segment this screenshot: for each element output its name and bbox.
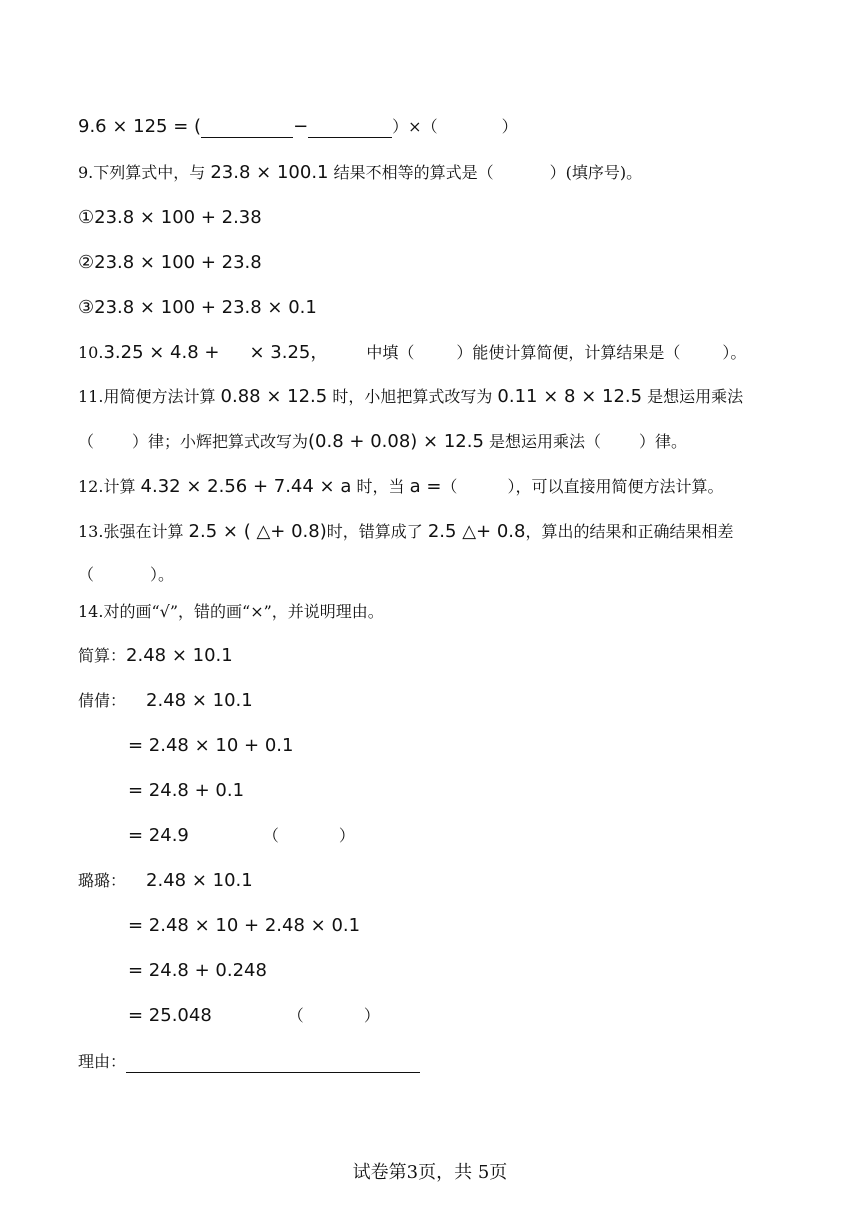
math-expression: 0.88 × 12.5 bbox=[220, 386, 328, 407]
math-expression: 0.11 × 8 × 12.5 bbox=[497, 386, 643, 407]
qianqian-step-2: = 24.8 + 0.1 bbox=[128, 780, 245, 801]
question-13-cont bbox=[78, 558, 820, 592]
paren-open: （ bbox=[78, 432, 95, 451]
blank-line bbox=[201, 117, 293, 138]
question-text: 时，当 bbox=[351, 477, 410, 496]
lulu-step-3 bbox=[128, 999, 820, 1033]
math-expression: 4.32 × 2.56 + 7.44 × a bbox=[140, 476, 352, 497]
question-text: 时，小旭把算式改写为 bbox=[327, 387, 498, 406]
option-3: ③23.8 × 100 + 23.8 × 0.1 bbox=[78, 297, 317, 318]
math-expression: 23.8 × 100.1 bbox=[210, 162, 329, 183]
paren-text: ）×（ bbox=[392, 117, 438, 136]
question-9 bbox=[78, 156, 820, 190]
option-1: ①23.8 × 100 + 2.38 bbox=[78, 207, 262, 228]
question-text: ）。 bbox=[150, 565, 175, 584]
math-expression: a = bbox=[409, 476, 442, 497]
question-text: ）律；小辉把算式改写为 bbox=[132, 432, 309, 451]
question-text: ）能使计算简便，计算结果是（ bbox=[456, 343, 681, 362]
question-number: 14. bbox=[78, 602, 104, 621]
paren-close: ） bbox=[501, 117, 518, 136]
question-number: 13. bbox=[78, 522, 104, 541]
question-text: 下列算式中，与 bbox=[93, 163, 211, 182]
paren-open: （ bbox=[78, 565, 95, 584]
question-text: 结果不相等的算式是（ bbox=[328, 163, 494, 182]
question-12 bbox=[78, 470, 820, 504]
question-10 bbox=[78, 336, 820, 370]
math-expression: = 24.9 bbox=[128, 825, 189, 846]
math-expression: 9.6 × 125 = ( bbox=[78, 116, 202, 137]
question-number: 10. bbox=[78, 343, 104, 362]
reason-label: 理由： bbox=[78, 1052, 127, 1071]
question-text: ，算出的结果和正确结果相差 bbox=[525, 522, 734, 541]
fill-line-8 bbox=[78, 110, 820, 144]
math-expression: × 3.25， bbox=[249, 342, 329, 363]
option-2: ②23.8 × 100 + 23.8 bbox=[78, 252, 262, 273]
question-number: 11. bbox=[78, 387, 104, 406]
page-footer: 试卷第3页，共 5页 bbox=[352, 1162, 508, 1183]
label: 简算： bbox=[78, 646, 127, 665]
qianqian-step-3 bbox=[128, 819, 820, 853]
lulu-line-0 bbox=[78, 864, 820, 898]
question-14 bbox=[78, 595, 820, 629]
question-13 bbox=[78, 515, 820, 549]
math-expression: 2.48 × 10.1 bbox=[126, 645, 233, 666]
question-text: ）。 bbox=[722, 343, 747, 362]
question-11 bbox=[78, 380, 820, 414]
question-text: 是想运用乘法 bbox=[642, 387, 744, 406]
question-text: 是想运用乘法（ bbox=[483, 432, 602, 451]
math-expression: 2.5 △+ 0.8 bbox=[427, 521, 526, 542]
qianqian-step-1: = 2.48 × 10 + 0.1 bbox=[128, 735, 294, 756]
math-expression: 3.25 × 4.8 + bbox=[103, 342, 220, 363]
paren-close: ） bbox=[363, 1006, 380, 1025]
math-expression: 2.48 × 10.1 bbox=[146, 870, 253, 891]
student-label: 倩倩： bbox=[78, 691, 127, 710]
student-label: 璐璐： bbox=[78, 871, 127, 890]
math-expression: = 25.048 bbox=[128, 1005, 212, 1026]
reason-line bbox=[78, 1045, 820, 1079]
math-expression: (0.8 + 0.08) × 12.5 bbox=[308, 431, 484, 452]
paren-open: （ bbox=[441, 477, 458, 496]
question-number: 9. bbox=[78, 163, 94, 182]
simplify-line bbox=[78, 639, 820, 673]
question-text: 时，错算成了 bbox=[326, 522, 428, 541]
paren-open: （ bbox=[287, 1006, 304, 1025]
question-text: ）(填序号)。 bbox=[549, 163, 643, 182]
lulu-step-1: = 2.48 × 10 + 2.48 × 0.1 bbox=[128, 915, 361, 936]
question-text: 中填（ bbox=[366, 343, 415, 362]
question-text: 张强在计算 bbox=[103, 522, 189, 541]
question-text: ）律。 bbox=[639, 432, 688, 451]
question-11-cont bbox=[78, 425, 820, 459]
minus-sign: − bbox=[293, 116, 309, 137]
qianqian-line-0 bbox=[78, 684, 820, 718]
math-expression: 2.48 × 10.1 bbox=[146, 690, 253, 711]
paren-open: （ bbox=[262, 826, 279, 845]
paren-close: ） bbox=[338, 826, 355, 845]
lulu-step-2: = 24.8 + 0.248 bbox=[128, 960, 267, 981]
math-expression: 2.5 × ( △+ 0.8) bbox=[188, 521, 327, 542]
question-number: 12. bbox=[78, 477, 104, 496]
question-text: 对的画“√”，错的画“×”，并说明理由。 bbox=[103, 602, 384, 621]
reason-blank-line bbox=[126, 1052, 420, 1073]
question-text: 用简便方法计算 bbox=[103, 387, 221, 406]
question-text: ），可以直接用简便方法计算。 bbox=[507, 477, 724, 496]
blank-line bbox=[308, 117, 392, 138]
question-text: 计算 bbox=[103, 477, 141, 496]
